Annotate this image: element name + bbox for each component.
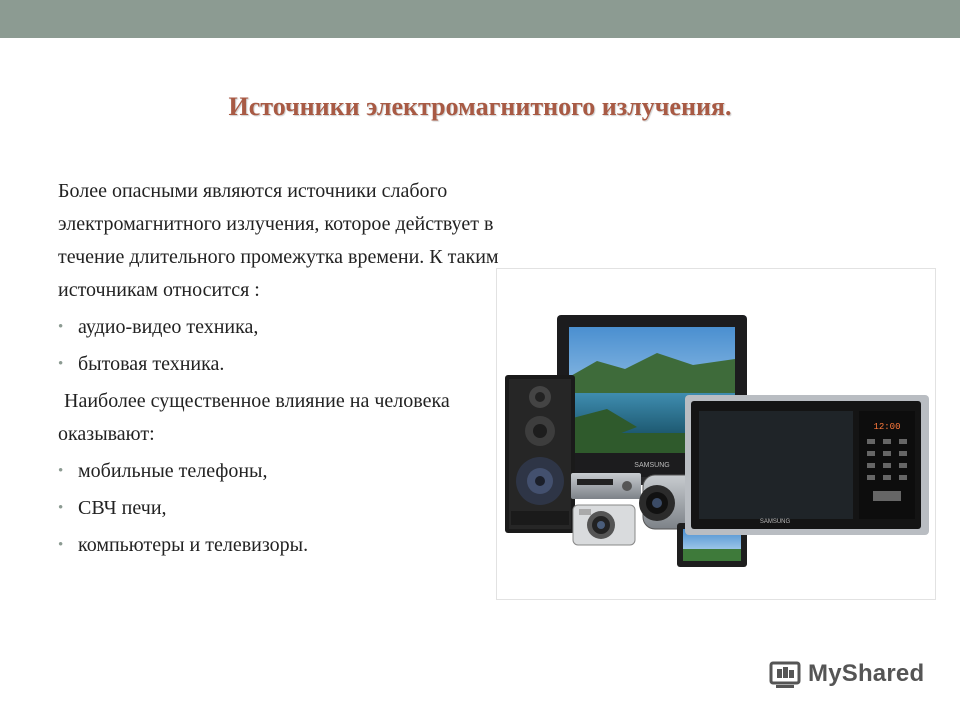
receiver-icon [571, 473, 641, 499]
electronics-illustration [497, 269, 935, 599]
bullet-icon: • [58, 500, 64, 516]
watermark-text: MyShared [808, 660, 925, 687]
microwave-icon [685, 395, 929, 535]
bullet-icon: • [58, 463, 64, 479]
slide-title: Источники электромагнитного излучения. [228, 92, 732, 121]
slide-body [58, 175, 538, 566]
myshared-watermark [768, 656, 924, 692]
list-item: • аудио-видео техника, [58, 311, 538, 344]
list-item: • мобильные телефоны, [58, 455, 538, 488]
bullet-list-2 [58, 455, 538, 562]
microwave-brand-label: SAMSUNG [759, 519, 791, 525]
speaker-icon [505, 375, 575, 533]
list-item: • бытовая техника. [58, 348, 538, 381]
tv-brand-label: SAMSUNG [634, 462, 670, 469]
myshared-logo-icon [768, 657, 802, 691]
intro-paragraph: Более опасными являются источники слабого электромагнитного излучения, которое действует в течение длительного промежутка времени. К таким источникам относится : [58, 180, 499, 301]
list-item: • СВЧ печи, [58, 492, 538, 525]
bullet-icon: • [58, 356, 64, 372]
middle-paragraph: Наиболее существенное влияние на человека оказывают: [58, 390, 450, 445]
list-item: • компьютеры и телевизоры. [58, 529, 538, 562]
top-bar [0, 0, 960, 38]
bullet-list-1 [58, 311, 538, 381]
photo-camera-icon [573, 505, 635, 545]
electronics-image [496, 268, 936, 600]
microwave-display: 12:00 [873, 422, 901, 432]
bullet-icon: • [58, 537, 64, 553]
bullet-icon: • [58, 319, 64, 335]
